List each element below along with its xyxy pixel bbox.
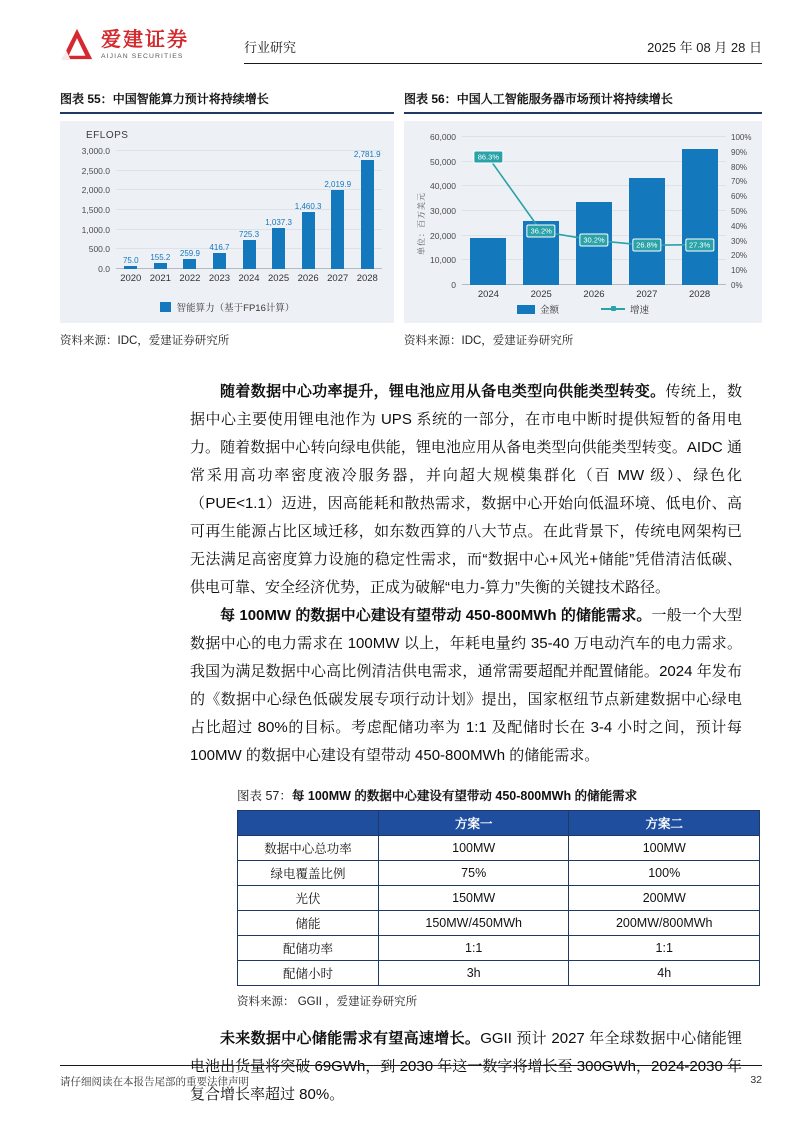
report-date: 2025 年 08 月 28 日 [647, 40, 762, 55]
x-axis-labels [462, 289, 726, 300]
left-axis-tick: 60,000 [430, 132, 456, 142]
header-row [244, 37, 762, 63]
table-header-row [238, 811, 760, 836]
paragraph-1 [190, 378, 742, 602]
left-axis-tick: 10,000 [430, 255, 456, 266]
x-axis-labels [116, 273, 382, 284]
x-label-2024: 2024 [477, 289, 499, 300]
chart-55-unit-label: EFLOPS [86, 130, 129, 141]
table-header-cell [238, 811, 379, 836]
y-axis-tick: 1,500.0 [81, 205, 110, 215]
x-label-2020: 2020 [120, 273, 142, 284]
bar-column-2022 [175, 249, 205, 269]
figure-55-caption-title: 中国智能算力预计将持续增长 [112, 92, 269, 106]
left-axis-tick: 30,000 [430, 206, 456, 216]
x-label-2024: 2024 [238, 273, 260, 284]
bar-2020 [124, 266, 137, 269]
table-cell: 200MW/800MWh [569, 911, 760, 936]
figure-55 [60, 90, 394, 348]
x-label-2028: 2028 [689, 289, 711, 300]
x-label-2026: 2026 [583, 289, 605, 300]
table-cell: 150MW [378, 886, 569, 911]
bar-column-2028 [353, 150, 383, 269]
right-axis-tick: 90% [731, 147, 748, 157]
doc-type-label: 行业研究 [244, 40, 297, 55]
growth-point-label-2028: 27.3% [685, 238, 714, 251]
report-header [60, 28, 762, 64]
figure-56 [404, 90, 762, 348]
right-axis-tick: 40% [731, 221, 748, 231]
table-header-cell: 方案一 [378, 811, 569, 836]
table-cell: 100MW [378, 836, 569, 861]
right-axis-tick: 80% [731, 162, 748, 172]
chart-56-plot [417, 132, 752, 300]
legend-swatch-bar [160, 302, 171, 312]
y-axis-tick: 0.0 [98, 264, 110, 274]
right-axis-tick: 60% [731, 192, 748, 202]
bar-value-label: 1,460.3 [294, 201, 322, 211]
table-row-label: 储能 [238, 911, 379, 936]
legend-item-growth [601, 302, 649, 316]
right-axis-tick: 20% [731, 251, 748, 261]
scheme-table-head [238, 811, 760, 836]
bar-column-2021 [146, 253, 176, 269]
y-axis-tick: 2,000.0 [81, 185, 110, 196]
table-cell: 150MW/450MWh [378, 911, 569, 936]
bar-value-label: 1,037.3 [265, 218, 292, 228]
table-row-2 [238, 886, 760, 911]
paragraph-1-body: 传统上，数据中心主要使用锂电池作为 UPS 系统的一部分，在市电中断时提供短暂的备用电力。随着数据中心转向绿电供能，锂电池应用从备电类型向供能类型转变。AIDC 通常采用高功率密度液冷服务器，并向超大规模集群化（百 MW 级）、绿色化（PUE<1.1）迈进，因高能耗和散热需求，数据中心开始向低温环境、低电价、高可再生能源占比区域迁移，如东数西算的八大节点。在此背景下，传统电网架构已无法满足高密度算力设施的稳定性需求，而“数据中心+风光+储能”凭借清洁低碳、供电可靠、安全经济优势，正成为破解“电力-算力”失衡的关键技术路径。 [190, 383, 742, 596]
chart-56-legend [404, 302, 762, 316]
figure-56-caption-title: 中国人工智能服务器市场预计将持续增长 [456, 92, 673, 106]
brand-name-cn: 爱建证券 [101, 28, 189, 51]
paragraph-2-body: 一般一个大型数据中心的电力需求在 100MW 以上，年耗电量约 35-40 万电动汽车的电力需求。我国为满足数据中心高比例清洁供电需求，通常需要超配并配置储能。2024 年发布的《数据中心绿色低碳发展专项行动计划》提出，国家枢纽节点新建数据中心绿电占比超过 80%的目标。考虑配储功率为 1:1 及配储时长在 3-4 小时之间，预计每 100MW 的数据中心建设有望带动 450-800MWh 的储能需求。 [190, 607, 742, 764]
left-axis-tick: 20,000 [430, 230, 456, 241]
brand-logo [60, 28, 218, 60]
bar-2026 [302, 212, 315, 269]
chart-55-plot [81, 146, 382, 284]
figure-56-caption-prefix: 图表 56： [404, 92, 457, 106]
right-axis-tick: 30% [731, 236, 748, 246]
table-cell: 4h [569, 961, 760, 986]
right-axis-tick: 50% [731, 207, 748, 216]
x-label-2025: 2025 [268, 273, 290, 284]
legend-growth-label: 增速 [630, 305, 650, 316]
scheme-table [237, 810, 760, 986]
scheme-table-body [238, 836, 760, 986]
left-axis-tick: 50,000 [430, 156, 456, 167]
table-cell: 75% [378, 861, 569, 886]
figure-55-caption [60, 90, 394, 114]
bar-value-label: 725.3 [239, 230, 260, 240]
growth-point-label-2025: 36.2% [527, 225, 556, 238]
bar-2027 [331, 190, 344, 269]
table-row-label: 光伏 [238, 886, 379, 911]
table-row-label: 配储小时 [238, 961, 379, 986]
bar-value-label: 2,781.9 [353, 149, 381, 159]
figure-57 [237, 786, 760, 1009]
growth-point-label-2026: 30.2% [579, 234, 608, 247]
x-label-2027: 2027 [327, 273, 349, 284]
table-row-label: 绿电覆盖比例 [238, 861, 379, 886]
table-row-1 [238, 861, 760, 886]
bar-value-label: 416.7 [209, 242, 230, 252]
figure-57-caption-title: 每 100MW 的数据中心建设有望带动 450-800MWh 的储能需求 [291, 789, 638, 803]
bar-2028 [361, 160, 374, 269]
right-axis-tick: 10% [731, 266, 748, 276]
x-label-2027: 2027 [636, 289, 658, 300]
table-header-cell: 方案二 [569, 811, 760, 836]
figures-row [60, 90, 762, 348]
bar-value-label: 75.0 [122, 256, 139, 266]
bar-value-label: 2,019.9 [324, 179, 352, 189]
y-axis-tick: 1,000.0 [81, 224, 110, 235]
legend-swatch-line [601, 308, 625, 310]
footer-disclaimer: 请仔细阅读在本报告尾部的重要法律声明 [60, 1076, 249, 1088]
figure-57-caption-prefix: 图表 57： [237, 789, 292, 803]
page-number: 32 [750, 1074, 762, 1086]
chart-55-legend-label: 智能算力（基于FP16计算） [176, 303, 295, 314]
legend-amount-label: 金额 [539, 305, 559, 316]
table-row-3 [238, 911, 760, 936]
brand-text [101, 29, 189, 60]
legend-swatch-bar [517, 305, 535, 314]
chart-55-canvas [60, 121, 394, 323]
bar-value-label: 155.2 [150, 252, 171, 262]
figure-56-caption [404, 90, 762, 114]
table-cell: 200MW [569, 886, 760, 911]
table-row-label: 数据中心总功率 [238, 836, 379, 861]
header-rule [244, 63, 762, 64]
left-axis-tick: 0 [451, 280, 456, 290]
figure-55-caption-prefix: 图表 55： [60, 92, 113, 106]
bar-column-2024 [234, 230, 264, 269]
figure-57-caption [237, 786, 760, 804]
bar-column-2026 [293, 202, 323, 269]
bar-2025 [272, 228, 285, 269]
figure-56-source: 资料来源：IDC，爱建证券研究所 [404, 335, 574, 347]
growth-point-label-2027: 26.8% [632, 239, 661, 252]
brand-name-en: AIJIAN SECURITIES [101, 52, 184, 60]
table-row-label: 配储功率 [238, 936, 379, 961]
x-label-2021: 2021 [149, 273, 171, 284]
chart-56-canvas [404, 121, 762, 323]
table-row-0 [238, 836, 760, 861]
table-cell: 3h [378, 961, 569, 986]
bar-column-2023 [205, 243, 235, 269]
bar-2022 [183, 259, 196, 269]
bar-column-2025 [264, 218, 294, 269]
x-label-2028: 2028 [356, 273, 378, 284]
aijian-logo-icon [60, 28, 94, 60]
table-cell: 1:1 [378, 936, 569, 961]
growth-point-label-2024: 86.3% [474, 151, 503, 164]
bar-column-2020 [116, 256, 146, 269]
paragraph-3-body: GGII 预计 2027 年全球数据中心储能锂电池出货量将突破 69GWh，到 2030 年这一数字将增长至 300GWh，2024-2030 年复合增长率超过 80%。 [190, 1030, 742, 1103]
legend-item-amount [517, 302, 559, 316]
x-label-2023: 2023 [208, 273, 231, 284]
table-cell: 100MW [569, 836, 760, 861]
table-row-4 [238, 936, 760, 961]
paragraph-2-lead: 每 100MW 的数据中心建设有望带动 450-800MWh 的储能需求。 [220, 607, 652, 624]
paragraph-2 [190, 602, 742, 770]
left-axis-tick: 40,000 [430, 181, 456, 192]
page-footer [60, 1065, 762, 1089]
table-cell: 1:1 [569, 936, 760, 961]
bar-value-label: 259.9 [179, 248, 200, 258]
paragraph-3-lead: 未来数据中心储能需求有望高速增长。 [220, 1030, 481, 1047]
y-axis-tick: 500.0 [88, 244, 110, 255]
bar-2021 [154, 263, 167, 269]
chart-55-legend [60, 300, 394, 314]
right-axis-tick: 0% [731, 281, 743, 290]
x-label-2026: 2026 [297, 273, 319, 284]
right-axis-tick: 100% [731, 133, 752, 142]
y-axis-tick: 3,000.0 [81, 146, 110, 156]
table-cell: 100% [569, 861, 760, 886]
table-row-5 [238, 961, 760, 986]
body-text [190, 378, 742, 770]
header-right [244, 28, 762, 64]
bar-2024 [243, 240, 256, 269]
paragraph-1-lead: 随着数据中心功率提升，锂电池应用从备电类型向供能类型转变。 [220, 383, 666, 400]
x-label-2025: 2025 [530, 289, 552, 300]
figure-55-source: 资料来源：IDC，爱建证券研究所 [60, 335, 230, 347]
figure-57-source: 资料来源： GGII ，爱建证券研究所 [237, 996, 418, 1008]
bar-column-2027 [323, 180, 353, 269]
bar-2023 [213, 253, 226, 269]
y-axis-tick: 2,500.0 [81, 165, 110, 176]
chart-56-axis-label: 单位：百万美元 [417, 192, 426, 255]
x-label-2022: 2022 [179, 273, 201, 284]
right-axis-tick: 70% [731, 177, 748, 187]
bar-series [116, 151, 382, 269]
